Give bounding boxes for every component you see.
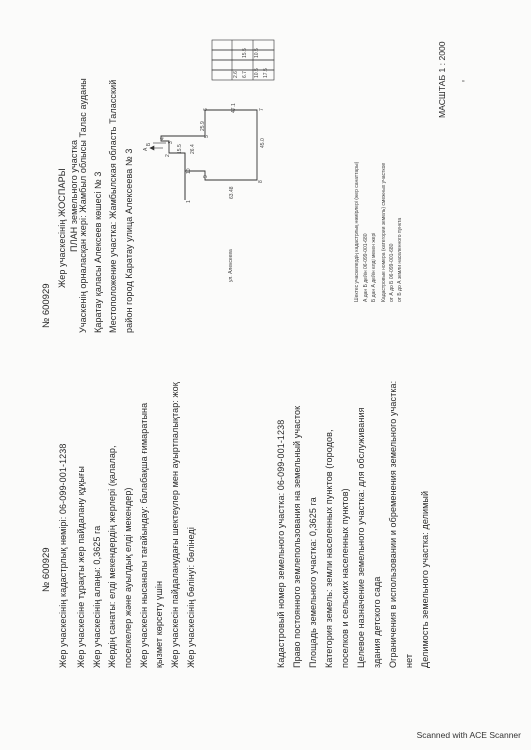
length-label: 45.0 [260, 138, 266, 148]
point-label: 9 [203, 175, 209, 178]
arrow-a-head [150, 146, 154, 150]
point-label: 10 [186, 168, 192, 174]
length-label: 47.1 [231, 103, 237, 113]
plan-scale: МАСШТАБ 1 : 2000 [437, 41, 447, 118]
length-label: 15.5 [177, 144, 183, 154]
point-label: 6 [203, 108, 209, 111]
kz-line: поселкелер және ауылдық елді мекендер) [123, 487, 133, 668]
neighbors-line: Кадастровые номера (категории земель) смежных участков [381, 162, 387, 302]
location-line: Местоположение участка: Жамбылская область Таласский [108, 79, 118, 333]
kz-line: Жер учаскесінің бөлінуі: бөлінеді [186, 526, 196, 668]
point-label: 5 [204, 135, 210, 138]
point-label: 4 [160, 137, 166, 140]
street-label: ул. Алексеева [228, 249, 234, 282]
plan-title-line: Жер учаскесінің ЖОСПАРЫ [57, 168, 67, 288]
table-cell: 6.7 [242, 71, 248, 78]
kz-line: Жер учаскесіне тұрақты жер пайдалану құқығы [76, 466, 86, 668]
ru-line: Категория земель: земли населенных пунктов (городов, [324, 429, 334, 668]
plan-title-line: ПЛАН земельного участка [69, 139, 79, 252]
point-label: 3 [168, 141, 174, 144]
ru-line: Право постоянного землепользования на земельный участок [292, 405, 302, 668]
point-label: 1 [186, 200, 192, 203]
point-label: 2 [165, 154, 171, 157]
table-cell: 10.5 [254, 48, 260, 58]
kz-line: Жер учаскесін пайдаланудағы шектеулер мен ауыртпалықтар: жоқ [170, 382, 180, 668]
ru-line: Площадь земельного участка: 0,3625 га [308, 497, 318, 668]
location-line: Учаскенің орналасқан жері: Жамбыл облысы Талас ауданы [78, 78, 88, 333]
corner-mark: ᵍ [461, 80, 467, 82]
length-label: 26.4 [190, 144, 196, 154]
right-page-number: № 600929 [41, 283, 52, 328]
scanner-watermark: Scanned with ACE Scanner [416, 730, 521, 740]
kz-line: Жер учаскесінің кадастрлық нөмірі: 06-099-001-1238 [58, 443, 68, 668]
point-label: 7 [259, 108, 265, 111]
left-page-number: № 600929 [41, 547, 52, 592]
ru-line: нет [404, 653, 414, 668]
ru-line: Делимость земельного участка: делимый [420, 490, 430, 668]
neighbors-line: Б дан А дейін елді мекен жері [371, 232, 377, 302]
kz-line: Жердің санаты: елді мекендердің жерлері (қалалар, [107, 445, 117, 668]
plot-boundary [161, 110, 257, 200]
ru-line: Кадастровый номер земельного участка: 06-099-001-1238 [276, 419, 286, 668]
ru-line: Ограничения в использовании и обременения земельного участка: [388, 380, 398, 668]
kz-line: Жер учаскесін нысаналы тағайындау: балабақша ғимаратына [139, 402, 149, 668]
arrow-label-b: Б [146, 142, 152, 146]
ru-line: Целевое назначение земельного участка: для обслуживания [356, 407, 366, 668]
length-label: 63.48 [229, 186, 235, 199]
ru-line: здания детского сада [372, 576, 382, 668]
location-line: район город Каратау улица Алексеева № 3 [124, 148, 134, 333]
neighbors-line: от А до Б 06-099-001-680 [389, 243, 395, 302]
arrow-label-a: А [143, 147, 149, 151]
neighbors-line: от Б до А земли населенного пункта [397, 217, 403, 302]
length-label: 25.9 [200, 121, 206, 131]
kz-line: қызмет көрсету үшін [154, 580, 164, 668]
location-line: Қаратау қаласы Алексеев көшесі № 3 [93, 171, 103, 333]
neighbors-line: А дан Б дейін 06-099-001-680 [363, 233, 369, 302]
table-cell: 10.5 [254, 68, 260, 78]
table-cell: 15.5 [242, 48, 248, 58]
table-cell: 17.5 [263, 68, 269, 78]
neighbors-line: Шектес учаскелердің кадастрлық нөмірлері (жер санаттары) [354, 161, 360, 302]
point-label: 8 [258, 180, 264, 183]
kz-line: Жер учаскесінің алаңы: 0,3625 га [92, 525, 102, 668]
ru-line: поселков и сельских населенных пунктов) [340, 488, 350, 668]
table-cell: 2.6 [233, 71, 239, 78]
